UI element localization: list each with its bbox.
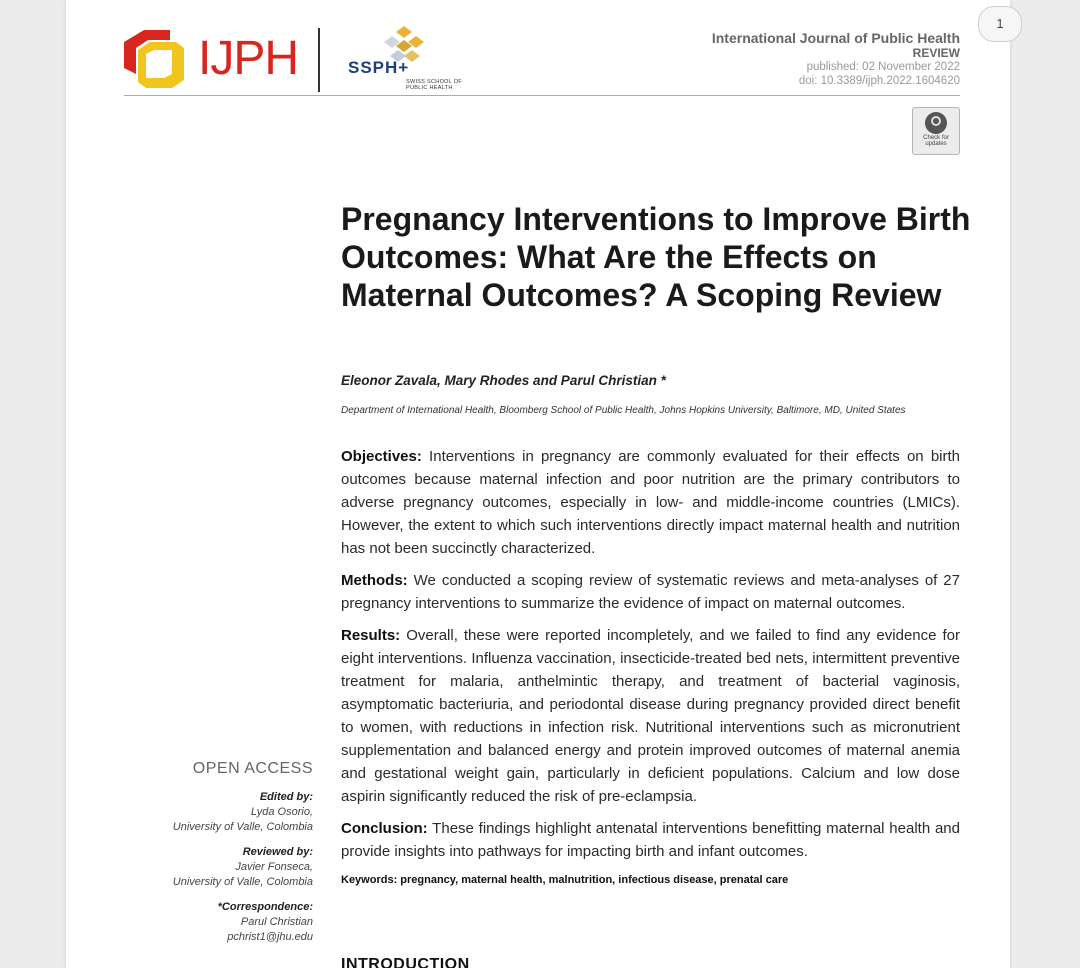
doi-link[interactable]: doi: 10.3389/ijph.2022.1604620 [798, 75, 960, 87]
section-heading-introduction: INTRODUCTION [341, 956, 470, 968]
header-rule [124, 95, 960, 96]
article-type: REVIEW [912, 46, 960, 60]
abstract-conclusion [341, 817, 960, 863]
editor-name: Lyda Osorio, [250, 806, 313, 818]
correspondent-email[interactable]: pchrist1@jhu.edu [227, 931, 313, 943]
published-date: published: 02 November 2022 [806, 61, 960, 73]
abstract-methods [341, 569, 960, 615]
reviewer-name: Javier Fonseca, [235, 861, 313, 873]
abstract-objectives [341, 445, 960, 560]
abstract-results [341, 624, 960, 808]
open-access-label: OPEN ACCESS [192, 760, 313, 777]
conclusion-label: Conclusion: [341, 820, 428, 837]
article-authors: Eleonor Zavala, Mary Rhodes and Parul Christian * [341, 373, 666, 388]
reviewed-by-label: Reviewed by: [242, 846, 313, 858]
page-number-badge: 1 [978, 6, 1022, 42]
methods-text: We conducted a scoping review of systematic reviews and meta-analyses of 27 pregnancy interventions to summarize the evidence of impact on maternal outcomes. [341, 572, 960, 612]
objectives-label: Objectives: [341, 448, 422, 465]
methods-label: Methods: [341, 572, 408, 589]
article-title: Pregnancy Interventions to Improve Birth Outcomes: What Are the Effects on Maternal Outcomes? A Scoping Review [341, 201, 971, 313]
objectives-text: Interventions in pregnancy are commonly evaluated for their effects on birth outcomes because maternal infection and poor nutrition are the primary contributors to adverse pregnancy outcomes, especially in low- and middle-income countries (LMICs). However, the extent to which such interventions directly impact maternal health and nutrition has not been succinctly characterized. [341, 448, 960, 557]
keywords: Keywords: pregnancy, maternal health, malnutrition, infectious disease, prenatal care [341, 874, 789, 886]
correspondence-label: *Correspondence: [217, 901, 313, 913]
check-for-updates-button[interactable] [912, 107, 960, 155]
article-sidebar [146, 760, 313, 945]
conclusion-text: These findings highlight antenatal interventions benefitting maternal health and provide insights into pathways for impacting birth and infant outcomes. [341, 820, 960, 860]
journal-info [712, 30, 960, 88]
edited-by-label: Edited by: [259, 791, 313, 803]
check-updates-label: Check for updates [923, 135, 949, 147]
author-affiliation: Department of International Health, Bloomberg School of Public Health, Johns Hopkins University, Baltimore, MD, United States [341, 405, 906, 416]
ssph-logo-text: SSPH+ [348, 58, 410, 77]
ijph-logo-icon [124, 30, 184, 88]
abstract [341, 445, 960, 897]
journal-name: International Journal of Public Health [711, 30, 960, 46]
results-label: Results: [341, 627, 401, 644]
check-updates-icon [925, 112, 947, 134]
correspondent-name: Parul Christian [240, 916, 313, 928]
ijph-logo-text: IJPH [198, 32, 299, 85]
article-page [66, 0, 1010, 968]
results-text: Overall, these were reported incompletely, and we failed to find any evidence for eight interventions. Influenza vaccination, insecticide-treated bed nets, intermittent preventive treatment for malaria, anthelmintic therapy, and treatment of bacterial vaginosis, asymptomatic bacteriuria, and periodontal disease during pregnancy provided direct benefit to women, with reductions in infection risk. Nutritional interventions such as micronutrient supplementation and balanced energy and protein improved outcomes of maternal anemia and gestational weight gain, particularly in deficient populations. Calcium and low dose aspirin significantly reduced the risk of pre-eclampsia. [341, 627, 960, 805]
editor-affiliation: University of Valle, Colombia [172, 821, 313, 833]
reviewer-affiliation: University of Valle, Colombia [172, 876, 313, 888]
logo-divider [318, 28, 320, 92]
ssph-logo-subtitle: SWISS SCHOOL OF PUBLIC HEALTH [406, 79, 462, 91]
